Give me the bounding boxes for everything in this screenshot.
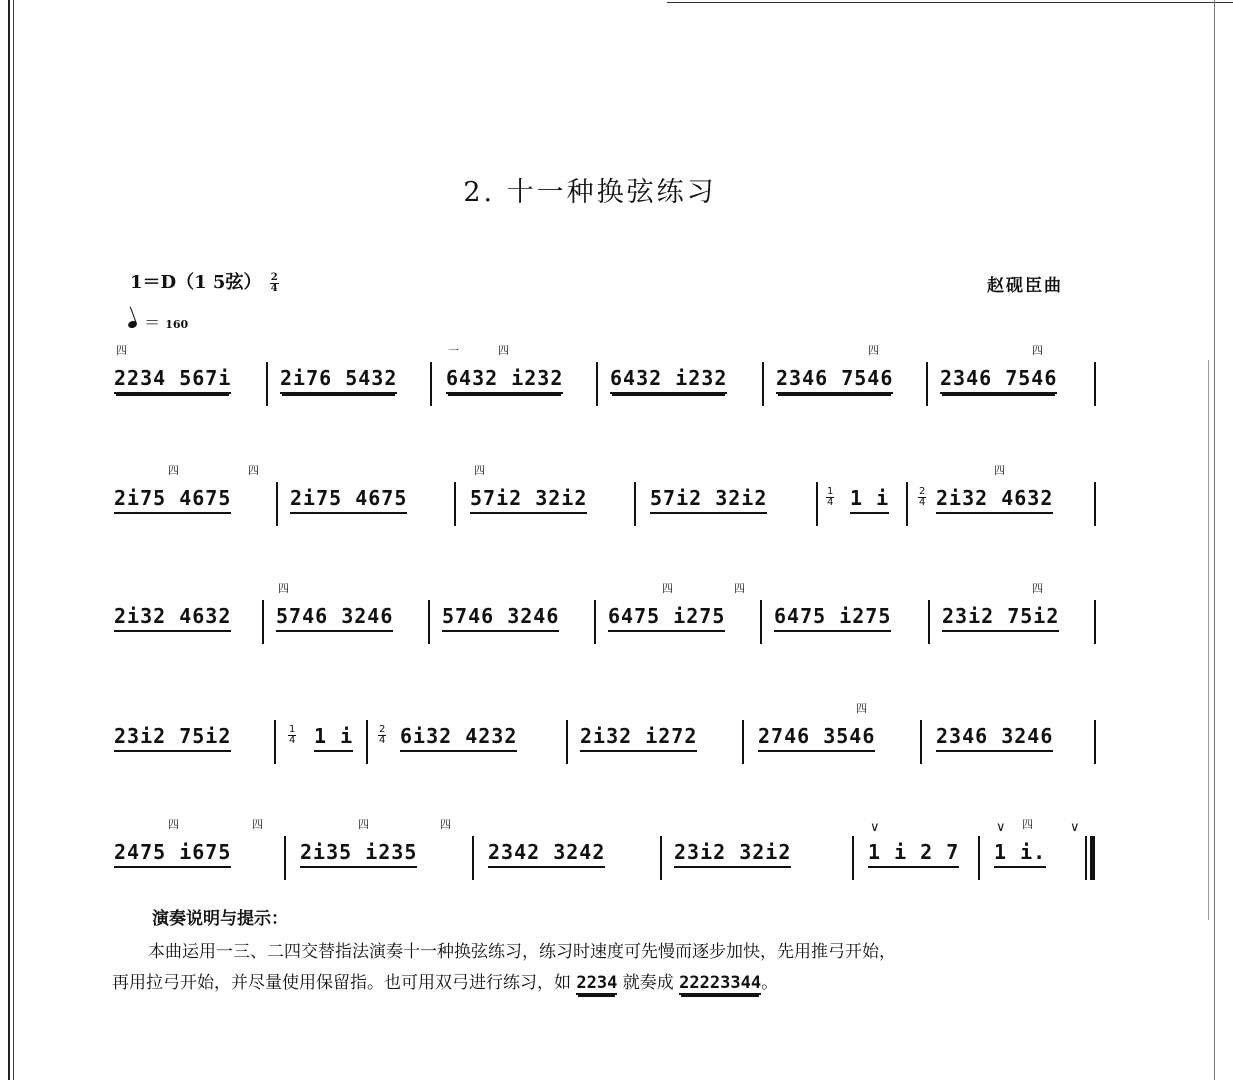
instructions-text: 再用拉弓开始，并尽量使用保留指。也可用双弓进行练习，如 [112,973,577,993]
measure: 2i32 i272 [580,724,697,752]
up-bow-mark: ∨ [1070,820,1080,835]
page-edge-left [8,0,10,1080]
barline [472,836,474,880]
measure: 2475 i675 [114,840,231,868]
up-bow-mark: ∨ [870,820,880,835]
measure: 2i75 4675 [290,486,407,514]
up-bow-mark: ∨ [996,820,1006,835]
fingering-mark: 四 [278,582,289,595]
measure: 2346 7546 [940,366,1057,394]
score-row-2 [110,462,1200,552]
fingering-mark: 四 [358,818,369,831]
fingering-mark: 四 [248,464,259,477]
piece-title: 2. 十一种换弦练习 [463,177,717,208]
page-edge-top [667,2,1233,3]
barline [1094,362,1096,406]
barline [742,720,744,764]
barline [660,836,662,880]
barline [454,482,456,526]
fingering-mark: 四 [168,464,179,477]
barline [920,720,922,764]
barline [596,362,598,406]
time-signature [288,725,296,746]
fingering-mark: 四 [474,464,485,477]
fingering-mark: 四 [1032,582,1043,595]
page-edge-right [1214,0,1215,1080]
measure: 2234 567i [114,366,231,394]
barline [266,362,268,406]
barline [274,720,276,764]
barline [762,362,764,406]
fingering-mark: 一 [448,344,459,357]
measure: 2i75 4675 [114,486,231,514]
measure: 23i2 32i2 [674,840,791,868]
barline [284,836,286,880]
time-sig-numerator: 2 [270,271,278,283]
measure: 2746 3546 [758,724,875,752]
barline [566,720,568,764]
fingering-mark: 四 [1032,344,1043,357]
time-sig-denominator: 4 [270,282,278,294]
barline [366,720,368,764]
measure: 1 i [850,486,889,514]
key-text: 1＝D（1 5弦） [130,272,262,293]
fingering-mark: 四 [868,344,879,357]
barline [1094,600,1096,644]
time-sig-numerator: 2 [379,724,386,735]
measure: 2i32 4632 [936,486,1053,514]
measure: 5746 3246 [276,604,393,632]
measure: 6475 i275 [608,604,725,632]
barline [926,362,928,406]
score-row-3 [110,580,1200,670]
time-sig-denominator: 4 [379,735,386,746]
score-row-5 [110,816,1200,906]
instructions-paragraph-1: 本曲运用一三、二四交替指法演奏十一种换弦练习，练习时速度可先慢而逐步加快，先用推弓开始， [148,942,896,962]
measure: 57i2 32i2 [650,486,767,514]
barline [276,482,278,526]
measure: 5746 3246 [442,604,559,632]
example-notes: 2234 [576,973,618,993]
tempo-equals: ＝ [144,313,161,332]
barline [594,600,596,644]
measure: 2342 3242 [488,840,605,868]
time-sig-denominator: 4 [827,497,834,508]
measure: 1 i 2 7 [868,840,959,868]
fingering-mark: 四 [856,702,867,715]
barline [634,482,636,526]
time-sig-numerator: 1 [827,486,834,497]
time-sig-numerator: 2 [919,486,926,497]
instructions-text: 就奏成 [617,973,680,993]
measure: 2i76 5432 [280,366,397,394]
page-edge-left-inner [13,0,14,1080]
fingering-mark: 四 [252,818,263,831]
tempo-marking [128,310,188,333]
time-sig-numerator: 1 [289,724,296,735]
measure: 1 i. [994,840,1046,868]
time-signature [270,273,279,294]
score-row-1 [110,342,1200,432]
barline [430,362,432,406]
fingering-mark: 四 [734,582,745,595]
measure: 6432 i232 [610,366,727,394]
time-sig-denominator: 4 [919,497,926,508]
instructions-paragraph-2 [112,968,1222,998]
measure: 2i32 4632 [114,604,231,632]
score-row-4 [110,700,1200,790]
fingering-mark: 四 [1022,818,1033,831]
composer-credit: 赵砚臣曲 [987,276,1063,296]
measure: 6432 i232 [446,366,563,394]
fingering-mark: 四 [498,344,509,357]
barline [978,836,980,880]
measure: 2346 3246 [936,724,1053,752]
measure: 6475 i275 [774,604,891,632]
instructions-text: 。 [761,973,779,993]
instructions-heading: 演奏说明与提示： [152,909,288,929]
final-barline-thin [1085,836,1087,880]
barline [760,600,762,644]
barline [816,482,818,526]
fingering-mark: 四 [994,464,1005,477]
time-sig-denominator: 4 [289,735,296,746]
fingering-mark: 四 [116,344,127,357]
measure: 57i2 32i2 [470,486,587,514]
fingering-mark: 四 [168,818,179,831]
barline [1094,482,1096,526]
barline [428,600,430,644]
barline [852,836,854,880]
final-barline-thick [1090,836,1095,880]
measure: 2346 7546 [776,366,893,394]
fingering-mark: 四 [440,818,451,831]
barline [262,600,264,644]
quarter-note-icon [127,320,138,330]
time-signature [378,725,386,746]
time-signature [918,487,926,508]
key-signature [130,268,279,294]
barline [1094,720,1096,764]
measure: 6i32 4232 [400,724,517,752]
fingering-mark: 四 [662,582,673,595]
measure: 23i2 75i2 [114,724,231,752]
time-signature [826,487,834,508]
page-edge-right-inner [1208,360,1209,920]
example-notes: 22223344 [679,973,762,993]
measure: 1 i [314,724,353,752]
tempo-value: 160 [165,318,189,331]
measure: 23i2 75i2 [942,604,1059,632]
barline [928,600,930,644]
measure: 2i35 i235 [300,840,417,868]
barline [906,482,908,526]
